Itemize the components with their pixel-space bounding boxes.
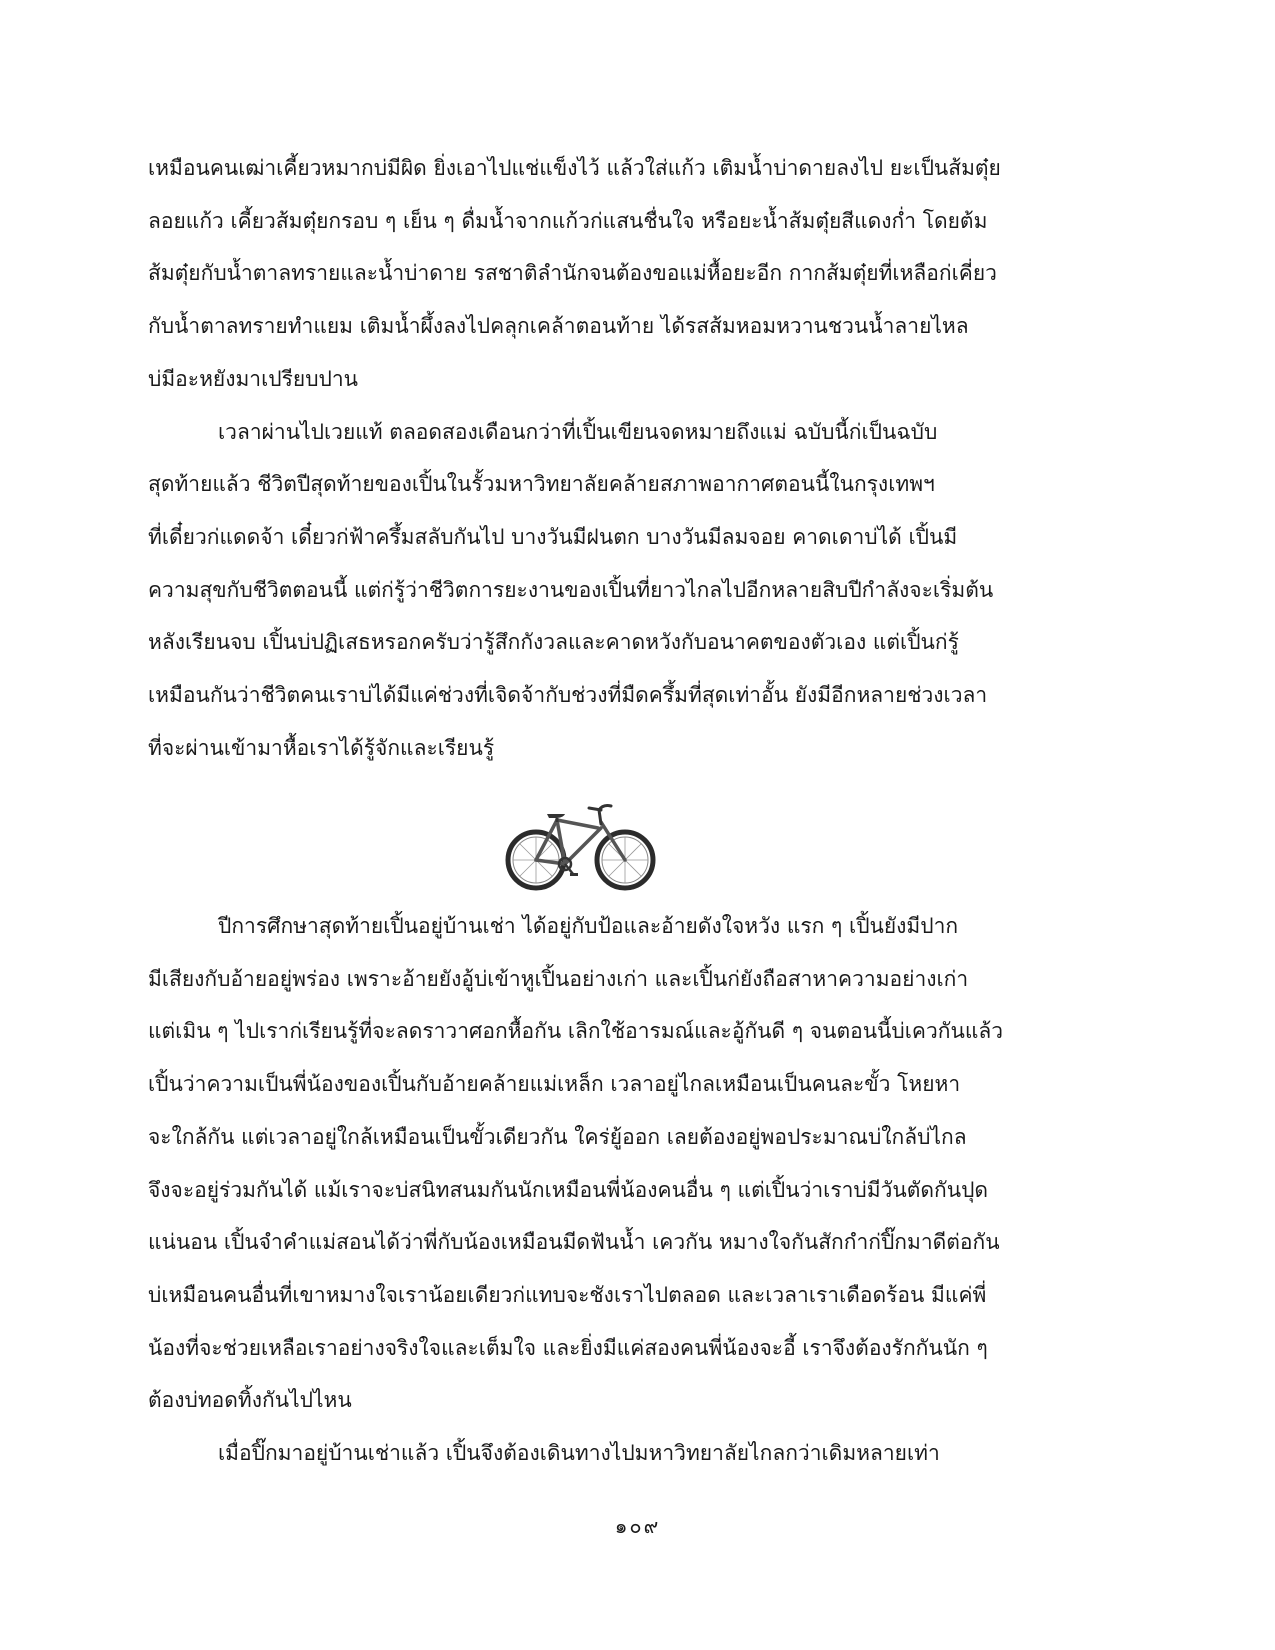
text-line: จะใกล้กัน แต่เวลาอยู่ใกล้เหมือนเป็นขั้วเดียวกัน ใคร่ยู้ออก เลยต้องอยู่พอประมาณบ่ใกล้บ่ไกล [148, 1124, 967, 1149]
text-line: มีเสียงกับอ้ายอยู่พร่อง เพราะอ้ายยังอู้บ่เข้าหูเปิ้นอย่างเก่า และเปิ้นก่ยังถือสาหาความอย่างเก่า [148, 966, 969, 991]
text-line: ที่จะผ่านเข้ามาหื้อเราได้รู้จักและเรียนรู้ [148, 735, 495, 760]
text-line: ความสุขกับชีวิตตอนนี้ แต่ก่รู้ว่าชีวิตการยะงานของเปิ้นที่ยาวไกลไปอีกหลายสิบปีกำลังจะเริ่มต้น [148, 577, 994, 602]
text-line: หลังเรียนจบ เปิ้นบ่ปฏิเสธหรอกครับว่ารู้สึกกังวลและคาดหวังกับอนาคตของตัวเอง แต่เปิ้นก่รู้ [148, 630, 959, 655]
text-line: น้องที่จะช่วยเหลือเราอย่างจริงใจและเต็มใจ และยิ่งมีแค่สองคนพี่น้องจะอี้ เราจึงต้องรักกันนัก ๆ [148, 1335, 988, 1360]
text-line: ต้องบ่ทอดทิ้งกันไปไหน [148, 1388, 352, 1413]
paragraph-first-line: เมื่อปิ๊กมาอยู่บ้านเช่าแล้ว เปิ้นจึงต้องเดินทางไปมหาวิทยาลัยไกลกว่าเดิมหลายเท่า [218, 1441, 940, 1466]
text-line: จึงจะอยู่ร่วมกันได้ แม้เราจะบ่สนิทสนมกันนักเหมือนพี่น้องคนอื่น ๆ แต่เปิ้นว่าเราบ่มีวันตัดกันปุด [148, 1177, 989, 1202]
text-line: ส้มตุ๋ยกับน้ำตาลทรายและน้ำบ่าดาย รสชาติลำนักจนต้องขอแม่หื้อยะอีก กากส้มตุ๋ยที่เหลือก่เคี่ยว [148, 261, 997, 286]
text-line: บ่มีอะหยังมาเปรียบปาน [148, 366, 358, 391]
text-line: ที่เดี๋ยวก่แดดจ้า เดี๋ยวก่ฟ้าครึ้มสลับกันไป บางวันมีฝนตก บางวันมีลมจอย คาดเดาบ่ได้ เปิ้นมี [148, 524, 958, 549]
text-line: แต่เมิน ๆ ไปเราก่เรียนรู้ที่จะลดราวาศอกหื้อกัน เลิกใช้อารมณ์และอู้กันดี ๆ จนตอนนี้บ่เควกันแล้ว [148, 1019, 1004, 1044]
bicycle-icon [503, 800, 659, 892]
paragraph-first-line: ปีการศึกษาสุดท้ายเปิ้นอยู่บ้านเช่า ได้อยู่กับป้อและอ้ายดังใจหวัง แรก ๆ เปิ้นยังมีปาก [218, 914, 959, 938]
paragraph-group-lower [148, 900, 1018, 1480]
page-number: ๑๐๙ [614, 1514, 661, 1538]
paragraph-first-line: เวลาผ่านไปเวยแท้ ตลอดสองเดือนกว่าที่เปิ้นเขียนจดหมายถึงแม่ ฉบับนี้ก่เป็นฉบับ [218, 419, 938, 444]
text-line: เหมือนคนเฒ่าเคี้ยวหมากบ่มีผิด ยิ่งเอาไปแช่แข็งไว้ แล้วใส่แก้ว เติมน้ำบ่าดายลงไป ยะเป็นส้มตุ๋ย [148, 156, 1001, 180]
text-line: กับน้ำตาลทรายทำแยม เติมน้ำผึ้งลงไปคลุกเคล้าตอนท้าย ได้รสส้มหอมหวานชวนน้ำลายไหล [148, 314, 969, 339]
text-line: เปิ้นว่าความเป็นพี่น้องของเปิ้นกับอ้ายคล้ายแม่เหล็ก เวลาอยู่ไกลเหมือนเป็นคนละขั้ว โหยหา [148, 1072, 961, 1097]
text-line: เหมือนกันว่าชีวิตคนเราบ่ได้มีแค่ช่วงที่เจิดจ้ากับช่วงที่มืดครึ้มที่สุดเท่าอั้น ยังมีอีกหลายช่วงเวลา [148, 683, 988, 708]
text-line: แน่นอน เปิ้นจำคำแม่สอนได้ว่าพี่กับน้องเหมือนมีดฟันน้ำ เควกัน หมางใจกันสักกำก่ปิ๊กมาดีต่อกัน [148, 1230, 1000, 1255]
text-line: ลอยแก้ว เคี้ยวส้มตุ๋ยกรอบ ๆ เย็น ๆ ดื่มน้ำจากแก้วก่แสนชื่นใจ หรือยะน้ำส้มตุ๋ยสีแดงก่ำ โดยต้ม [148, 208, 988, 233]
paragraph-group-upper [148, 142, 1018, 774]
text-line: บ่เหมือนคนอื่นที่เขาหมางใจเราน้อยเดียวก่แทบจะชังเราไปตลอด และเวลาเราเดือดร้อน มีแค่พี่ [148, 1282, 987, 1307]
text-line: สุดท้ายแล้ว ชีวิตปีสุดท้ายของเปิ้นในรั้วมหาวิทยาลัยคล้ายสภาพอากาศตอนนี้ในกรุงเทพฯ [148, 472, 935, 497]
